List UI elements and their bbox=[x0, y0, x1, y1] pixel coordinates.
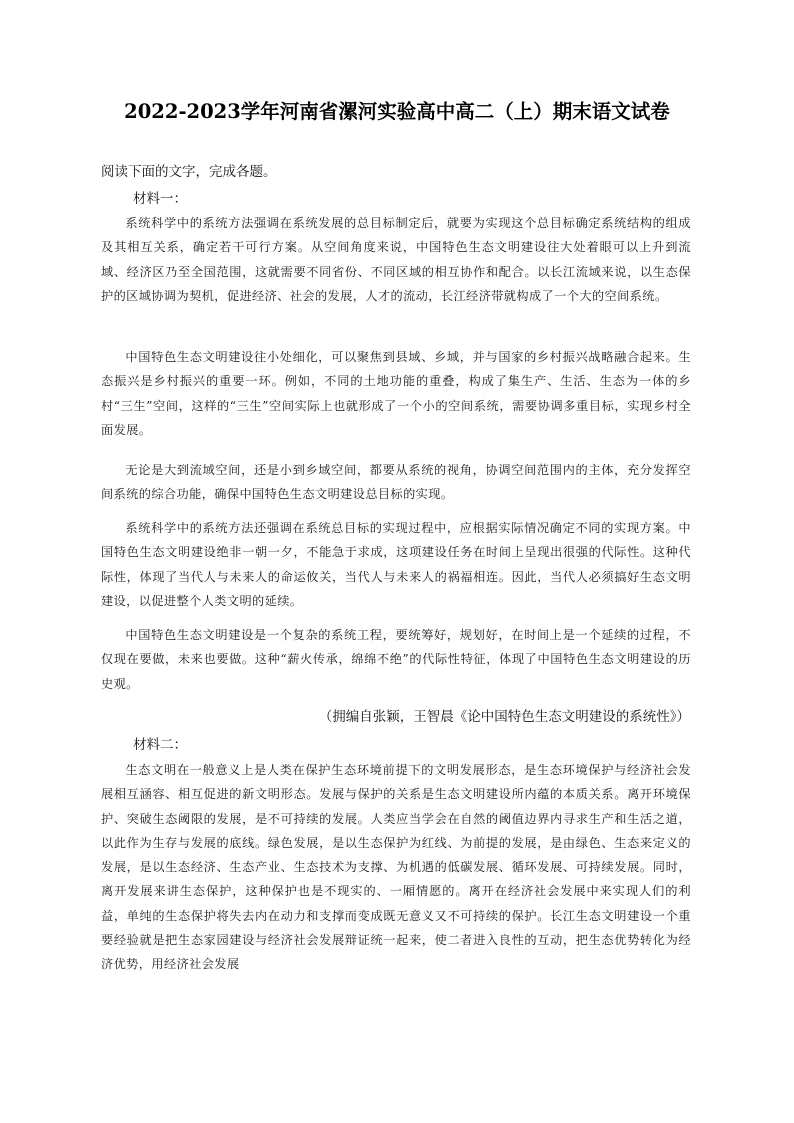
material-one-paragraph: 无论是大到流域空间，还是小到乡域空间，都要从系统的视角，协调空间范围内的主体，充分发挥空间系统的综合功能，确保中国特色生态文明建设总目标的实现。 bbox=[101, 463, 691, 502]
material-one-paragraph: 中国特色生态文明建设是一个复杂的系统工程，要统筹好，规划好，在时间上是一个延续的过程，不仅现在要做，未来也要做。这种“薪火传承，绵绵不绝”的代际性特征，体现了中国特色生态文明建设的历史观。 bbox=[101, 628, 691, 691]
material-one-paragraph: 中国特色生态文明建设往小处细化，可以聚焦到县域、乡域，并与国家的乡村振兴战略融合起来。生态振兴是乡村振兴的重要一环。例如，不同的土地功能的重叠，构成了集生产、生活、生态为一体的乡村“三生”空间，这样的“三生”空间实际上也就形成了一个小的空间系统，需要协调多重目标，实现乡村全面发展。 bbox=[101, 350, 691, 437]
material-one-source: （拥编自张颖，王智晨《论中国特色生态文明建设的系统性》） bbox=[318, 709, 690, 725]
material-one-label: 材料一： bbox=[133, 191, 187, 207]
material-two-paragraph: 生态文明在一般意义上是人类在保护生态环境前提下的文明发展形态，是生态环境保护与经济社会发展相互涵容、相互促进的新文明形态。发展与保护的关系是生态文明建设所内蕴的本质关系。离开环境保护、突破生态阈限的发展，是不可持续的发展。人类应当学会在自然的阈值边界内寻求生产和生活之道，以此作为生存与发展的底线。绿色发展，是以生态保护为红线、为前提的发展，是由绿色、生态来定义的发展，是以生态经济、生态产业、生态技术为支撑、为机遇的低碳发展、循环发展、可持续发展。同时，离开发展来讲生态保护，这种保护也是不现实的、一厢情愿的。离开在经济社会发展中来实现人们的利益，单纯的生态保护将失去内在动力和支撑而变成既无意义又不可持续的保护。长江生态文明建设一个重要经验就是把生态家园建设与经济社会发展辩证统一起来，使二者进入良性的互动，把生态优势转化为经济优势，用经济社会发展 bbox=[101, 763, 691, 972]
material-one-paragraph: 系统科学中的系统方法强调在系统发展的总目标制定后，就要为实现这个总目标确定系统结构的组成及其相互关系，确定若干可行方案。从空间角度来说，中国特色生态文明建设往大处着眼可以上升到流域、经济区乃至全国范围，这就需要不同省份、不同区域的相互协作和配合。以长江流域来说，以生态保护的区域协调为契机，促进经济、社会的发展，人才的流动，长江经济带就构成了一个大的空间系统。 bbox=[101, 216, 691, 303]
material-one-paragraph: 系统科学中的系统方法还强调在系统总目标的实现过程中，应根据实际情况确定不同的实现方案。中国特色生态文明建设绝非一朝一夕，不能急于求成，这项建设任务在时间上呈现出很强的代际性。这种代际性，体现了当代人与未来人的命运攸关，当代人与未来人的祸福相连。因此，当代人必须搞好生态文明建设，以促进整个人类文明的延续。 bbox=[101, 521, 691, 608]
instruction-text: 阅读下面的文字，完成各题。 bbox=[101, 164, 277, 180]
material-two-label: 材料二： bbox=[133, 737, 187, 753]
exam-title: 2022-2023学年河南省漯河实验高中高二（上）期末语文试卷 bbox=[124, 100, 670, 123]
